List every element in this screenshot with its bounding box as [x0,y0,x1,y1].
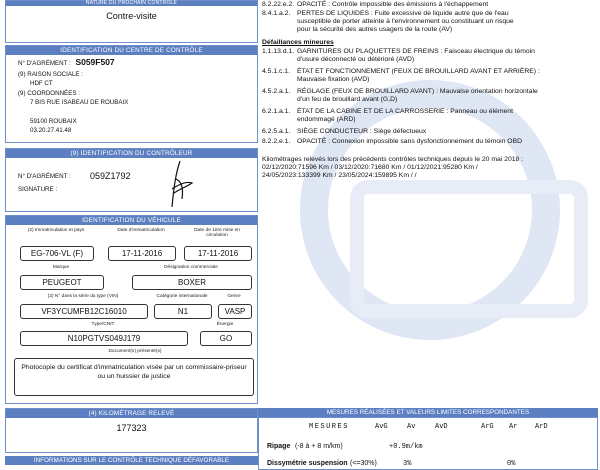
controleur-agrement-value: 059Z1792 [90,171,131,181]
km-history-line: Kilométrages relevés lors des précédents contrôles techniques depuis le 20 mai 2018 : [262,156,524,163]
col-header: AvD [435,423,448,431]
defect-line: 6.2.1.a.1. ÉTAT DE LA CABINE ET DE LA CARROSSERIE : Panneau ou élément [262,108,513,115]
energie-value: GO [200,331,252,346]
vehicule-header: IDENTIFICATION DU VÉHICULE [6,216,257,225]
marque-value: PEUGEOT [20,275,104,290]
centre-section [5,45,258,143]
controleur-header: (9) IDENTIFICATION DU CONTRÔLEUR [6,149,257,158]
immat-label: (2) Immatriculation et pays [27,228,85,233]
mesures-col-title: MESURES [309,423,349,431]
dissymetrie-av-value: 3% [403,460,412,468]
left-column [5,0,258,470]
mesures-table [258,417,598,470]
date-immat-value: 17-11-2016 [108,246,176,261]
agrement-label: N° D'AGRÉMENT : [18,60,71,67]
date-mise-value: 17-11-2016 [184,246,252,261]
defect-line: 8.2.22.e.2. OPACITÉ : Contrôle impossible des émissions à l'échappement [262,1,489,8]
controleur-section [5,148,258,212]
date-immat-label: Date d'immatriculation [117,228,165,233]
defect-line: pour la sécurité des autres usagers de la route (AV) [297,26,453,33]
phone: 03.20.27.41.48 [30,127,72,134]
designation-value: BOXER [132,275,252,290]
defect-line: d'usure déconnecté ou détérioré (AVD) [297,56,415,63]
col-header: AvG [375,423,388,431]
immat-value: EG-706-VL (F) [20,246,94,261]
vin-value: VF3YCUMFB12C16010 [20,304,148,319]
col-header: Ar [509,423,518,431]
km-header: (4) KILOMÉTRAGE RELEVÉ [6,409,257,418]
coord-label: (9) COORDONNÉES : [18,90,80,97]
col-header: ArG [481,423,494,431]
categorie-label: Catégorie internationale [156,294,208,299]
nature-value: Contre-visite [106,11,157,21]
mineures-title: Défaillances mineures [262,39,334,46]
col-header: Av [407,423,416,431]
designation-label: Désignation commerciale [164,265,218,270]
type-value: N10PGTVS049J179 [20,331,188,346]
defect-line: endommagé (ARD) [297,116,356,123]
vehicule-section [5,215,258,404]
signature-image [166,159,196,209]
km-history-line: 24/05/2023:133399 Km / 23/05/2024:159895 Km / / [262,172,417,179]
bottom-header: INFORMATIONS SUR LE CONTRÔLE TECHNIQUE DÉFAVORABLE [5,456,258,465]
row-limit: (-8 à + 8 m/km) [295,443,343,450]
raison-value: HDF CT [30,80,53,87]
categorie-value: N1 [154,304,212,319]
centre-header: IDENTIFICATION DU CENTRE DE CONTRÔLE [6,46,257,55]
marque-label: Marque [52,265,70,270]
defect-line: 1.1.13.d.1. GARNITURES OU PLAQUETTES DE FREINS : Faisceau électrique du témoin [262,48,535,55]
defect-line: 6.2.5.a.1. SIÈGE CONDUCTEUR : Siège défectueux [262,128,427,135]
km-history-line: 02/12/2020:71596 Km / 03/12/2020:71680 Km / 01/12/2021:95280 Km / [262,164,478,171]
raison-label: (9) RAISON SOCIALE : [18,71,83,78]
address: 7 BIS RUE ISABEAU DE ROUBAIX [30,99,129,106]
row-label: Ripage [267,443,291,450]
date-mise-label: Date de 1ère mise en circulation [194,228,240,238]
km-value: 177323 [116,423,147,433]
defect-line: 4.5.2.a.1. RÉGLAGE (FEUX DE BROUILLARD AVANT) : Mauvaise orientation horizontale [262,88,538,95]
documents-label: Document(s) présenté(s) [108,349,162,354]
defect-line: 4.5.1.c.1. ÉTAT ET FONCTIONNEMENT (FEUX DE BROUILLARD AVANT ET ARRIÈRE) : [262,68,540,75]
defect-line: Mauvaise fixation (AVD) [297,76,370,83]
energie-label: Énergie [216,322,234,327]
right-column [262,0,600,470]
mesures-header: MESURES RÉALISÉES ET VALEURS LIMITES CORRESPONDANTES [258,408,598,417]
genre-value: VASP [218,304,252,319]
controleur-agrement-label: N° D'AGRÉMENT : [18,173,71,180]
col-header: ArD [535,423,548,431]
agrement-value: S059F507 [75,57,115,67]
defect-line: d'un feu de brouillard avant (G,D) [297,96,398,103]
signature-label: SIGNATURE : [18,186,58,193]
genre-label: Genre [227,294,241,299]
row-label: Dissymétrie suspension [267,460,348,467]
defect-line: susceptible de porter atteinte à l'environnement ou constituant un risque [297,18,514,25]
type-label: Type/CNIT [91,322,115,327]
city: 59100 ROUBAIX [30,118,77,125]
defect-line: 8.4.1.a.2. PERTES DE LIQUIDES : Fuite excessive de liquide autre que de l'eau [262,10,509,17]
vin-label: (2) N° dans la série du type (VIN) [47,294,119,299]
ripage-value: +0.9m/km [389,443,423,451]
dissymetrie-ar-value: 0% [507,460,516,468]
nature-section [5,0,258,43]
documents-value: Photocopie du certificat d'immatriculation visée par un commissaire-priseur ou un huissier de justice [14,358,254,396]
nature-header: NATURE DU PROCHAIN CONTRÔLE [6,1,257,6]
defect-line: 8.2.2.e.1. OPACITÉ : Connexion impossible sans dysfonctionnement du témoin OBD [262,138,523,145]
km-section [5,408,258,453]
row-limit: (<=30%) [350,460,377,467]
